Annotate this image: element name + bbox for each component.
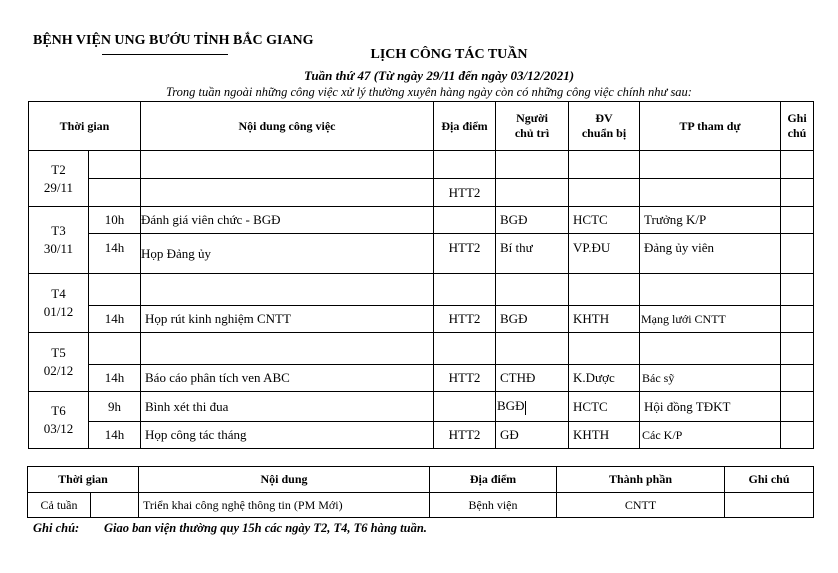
- location-cell[interactable]: HTT2: [434, 179, 496, 207]
- day-cell: T6 03/12: [29, 392, 89, 449]
- notes-cell[interactable]: [781, 207, 814, 234]
- header-content: Nội dung: [139, 467, 430, 493]
- notes-cell[interactable]: [781, 234, 814, 274]
- content-cell[interactable]: [141, 274, 434, 306]
- participants-cell[interactable]: [640, 151, 781, 179]
- header-chair: Người chủ trì: [496, 102, 569, 151]
- notes-cell[interactable]: [781, 422, 814, 449]
- prep-cell[interactable]: [569, 333, 640, 365]
- notes-cell[interactable]: [781, 392, 814, 422]
- chair-cell[interactable]: [496, 333, 569, 365]
- location-cell[interactable]: [434, 151, 496, 179]
- location-cell[interactable]: Bệnh viện: [430, 493, 557, 518]
- time-cell[interactable]: 14h: [89, 234, 141, 274]
- table-row: [28, 493, 814, 518]
- content-cell[interactable]: [141, 333, 434, 365]
- table-row: [29, 333, 814, 365]
- time-cell[interactable]: [89, 274, 141, 306]
- weekly-schedule-table: [28, 101, 814, 449]
- note-text: Giao ban viện thường quy 15h các ngày T2, T4, T6 hàng tuần.: [104, 521, 427, 535]
- location-cell[interactable]: [434, 333, 496, 365]
- table-row: [29, 207, 814, 234]
- content-cell[interactable]: Đánh giá viên chức - BGĐ: [141, 207, 434, 234]
- location-cell[interactable]: HTT2: [434, 365, 496, 392]
- table-row: [29, 234, 814, 274]
- content-cell[interactable]: Triển khai công nghệ thông tin (PM Mới): [139, 493, 430, 518]
- notes-cell[interactable]: [781, 151, 814, 179]
- notes-cell[interactable]: [781, 179, 814, 207]
- participants-cell[interactable]: [640, 333, 781, 365]
- header-time: Thời gian: [28, 467, 139, 493]
- time-cell[interactable]: 14h: [89, 306, 141, 333]
- time-cell[interactable]: [89, 151, 141, 179]
- header-notes: Ghi chú: [725, 467, 814, 493]
- table-header-row: [29, 102, 814, 151]
- chair-cell[interactable]: GĐ: [496, 422, 569, 449]
- prep-cell[interactable]: [569, 179, 640, 207]
- participants-cell[interactable]: [640, 179, 781, 207]
- table-row: [29, 422, 814, 449]
- notes-cell[interactable]: [725, 493, 814, 518]
- header-members: Thành phần: [557, 467, 725, 493]
- header-notes: Ghi chú: [781, 102, 814, 151]
- time-cell[interactable]: [89, 333, 141, 365]
- location-cell[interactable]: [434, 207, 496, 234]
- location-cell[interactable]: [434, 392, 496, 422]
- notes-cell[interactable]: [781, 274, 814, 306]
- document-title: LỊCH CÔNG TÁC TUẦN: [370, 47, 528, 62]
- content-cell[interactable]: Báo cáo phân tích ven ABC: [141, 365, 434, 392]
- prep-cell[interactable]: VP.ĐU: [569, 234, 640, 274]
- table-row: [29, 179, 814, 207]
- time-cell[interactable]: 14h: [89, 365, 141, 392]
- header-location: Địa điểm: [430, 467, 557, 493]
- notes-cell[interactable]: [781, 306, 814, 333]
- table-row: [29, 306, 814, 333]
- time-cell[interactable]: 14h: [89, 422, 141, 449]
- participants-cell[interactable]: Trưởng K/P: [640, 207, 781, 234]
- time-cell[interactable]: 10h: [89, 207, 141, 234]
- note-label: Ghi chú:: [33, 521, 80, 535]
- notes-cell[interactable]: [781, 365, 814, 392]
- location-cell[interactable]: HTT2: [434, 422, 496, 449]
- sub-time-cell[interactable]: [91, 493, 139, 518]
- document-intro: Trong tuần ngoài những công việc xử lý thường xuyên hàng ngày còn có những công việc chính như sau:: [166, 85, 692, 99]
- prep-cell[interactable]: KHTH: [569, 306, 640, 333]
- prep-cell[interactable]: KHTH: [569, 422, 640, 449]
- chair-cell[interactable]: [496, 179, 569, 207]
- table-row: [29, 151, 814, 179]
- content-cell[interactable]: Bình xét thi đua: [141, 392, 434, 422]
- header-time: Thời gian: [29, 102, 141, 151]
- location-cell[interactable]: [434, 274, 496, 306]
- content-cell[interactable]: Họp Đảng ủy: [141, 234, 434, 274]
- day-cell: T2 29/11: [29, 151, 89, 207]
- chair-cell[interactable]: Bí thư: [496, 234, 569, 274]
- table-row: [29, 392, 814, 422]
- header-participants: TP tham dự: [640, 102, 781, 151]
- time-cell[interactable]: [89, 179, 141, 207]
- weekly-general-table: [27, 466, 814, 518]
- members-cell[interactable]: CNTT: [557, 493, 725, 518]
- participants-cell[interactable]: [640, 274, 781, 306]
- content-cell[interactable]: Họp công tác tháng: [141, 422, 434, 449]
- prep-cell[interactable]: [569, 274, 640, 306]
- chair-cell[interactable]: [496, 151, 569, 179]
- chair-cell[interactable]: BGĐ: [496, 207, 569, 234]
- content-cell[interactable]: [141, 151, 434, 179]
- day-cell: T5 02/12: [29, 333, 89, 392]
- chair-cell[interactable]: CTHĐ: [496, 365, 569, 392]
- content-cell[interactable]: Họp rút kinh nghiệm CNTT: [141, 306, 434, 333]
- time-cell[interactable]: Cả tuần: [28, 493, 91, 518]
- notes-cell[interactable]: [781, 333, 814, 365]
- day-cell: T4 01/12: [29, 274, 89, 333]
- prep-cell[interactable]: HCTC: [569, 392, 640, 422]
- participants-cell[interactable]: Các K/P: [640, 422, 781, 449]
- content-cell[interactable]: [141, 179, 434, 207]
- table-header-row: [28, 467, 814, 493]
- participants-cell[interactable]: Mạng lưới CNTT: [640, 306, 781, 333]
- day-cell: T3 30/11: [29, 207, 89, 274]
- prep-cell[interactable]: K.Dược: [569, 365, 640, 392]
- location-cell[interactable]: HTT2: [434, 306, 496, 333]
- location-cell[interactable]: HTT2: [434, 234, 496, 274]
- chair-cell[interactable]: BGĐ: [496, 392, 569, 422]
- participants-cell[interactable]: Đảng ủy viên: [640, 234, 781, 274]
- chair-cell[interactable]: BGĐ: [496, 306, 569, 333]
- header-prep: ĐV chuẩn bị: [569, 102, 640, 151]
- header-content: Nội dung công việc: [141, 102, 434, 151]
- participants-cell[interactable]: Hội đồng TĐKT: [640, 392, 781, 422]
- organization-name: BỆNH VIỆN UNG BƯỚU TỈNH BẮC GIANG: [33, 33, 314, 48]
- table-row: [29, 365, 814, 392]
- chair-cell[interactable]: [496, 274, 569, 306]
- participants-cell[interactable]: Bác sỹ: [640, 365, 781, 392]
- prep-cell[interactable]: HCTC: [569, 207, 640, 234]
- time-cell[interactable]: 9h: [89, 392, 141, 422]
- prep-cell[interactable]: [569, 151, 640, 179]
- text-cursor: [525, 401, 526, 415]
- table-row: [29, 274, 814, 306]
- header-location: Địa điểm: [434, 102, 496, 151]
- document-subtitle: Tuần thứ 47 (Từ ngày 29/11 đến ngày 03/12/2021): [303, 68, 575, 83]
